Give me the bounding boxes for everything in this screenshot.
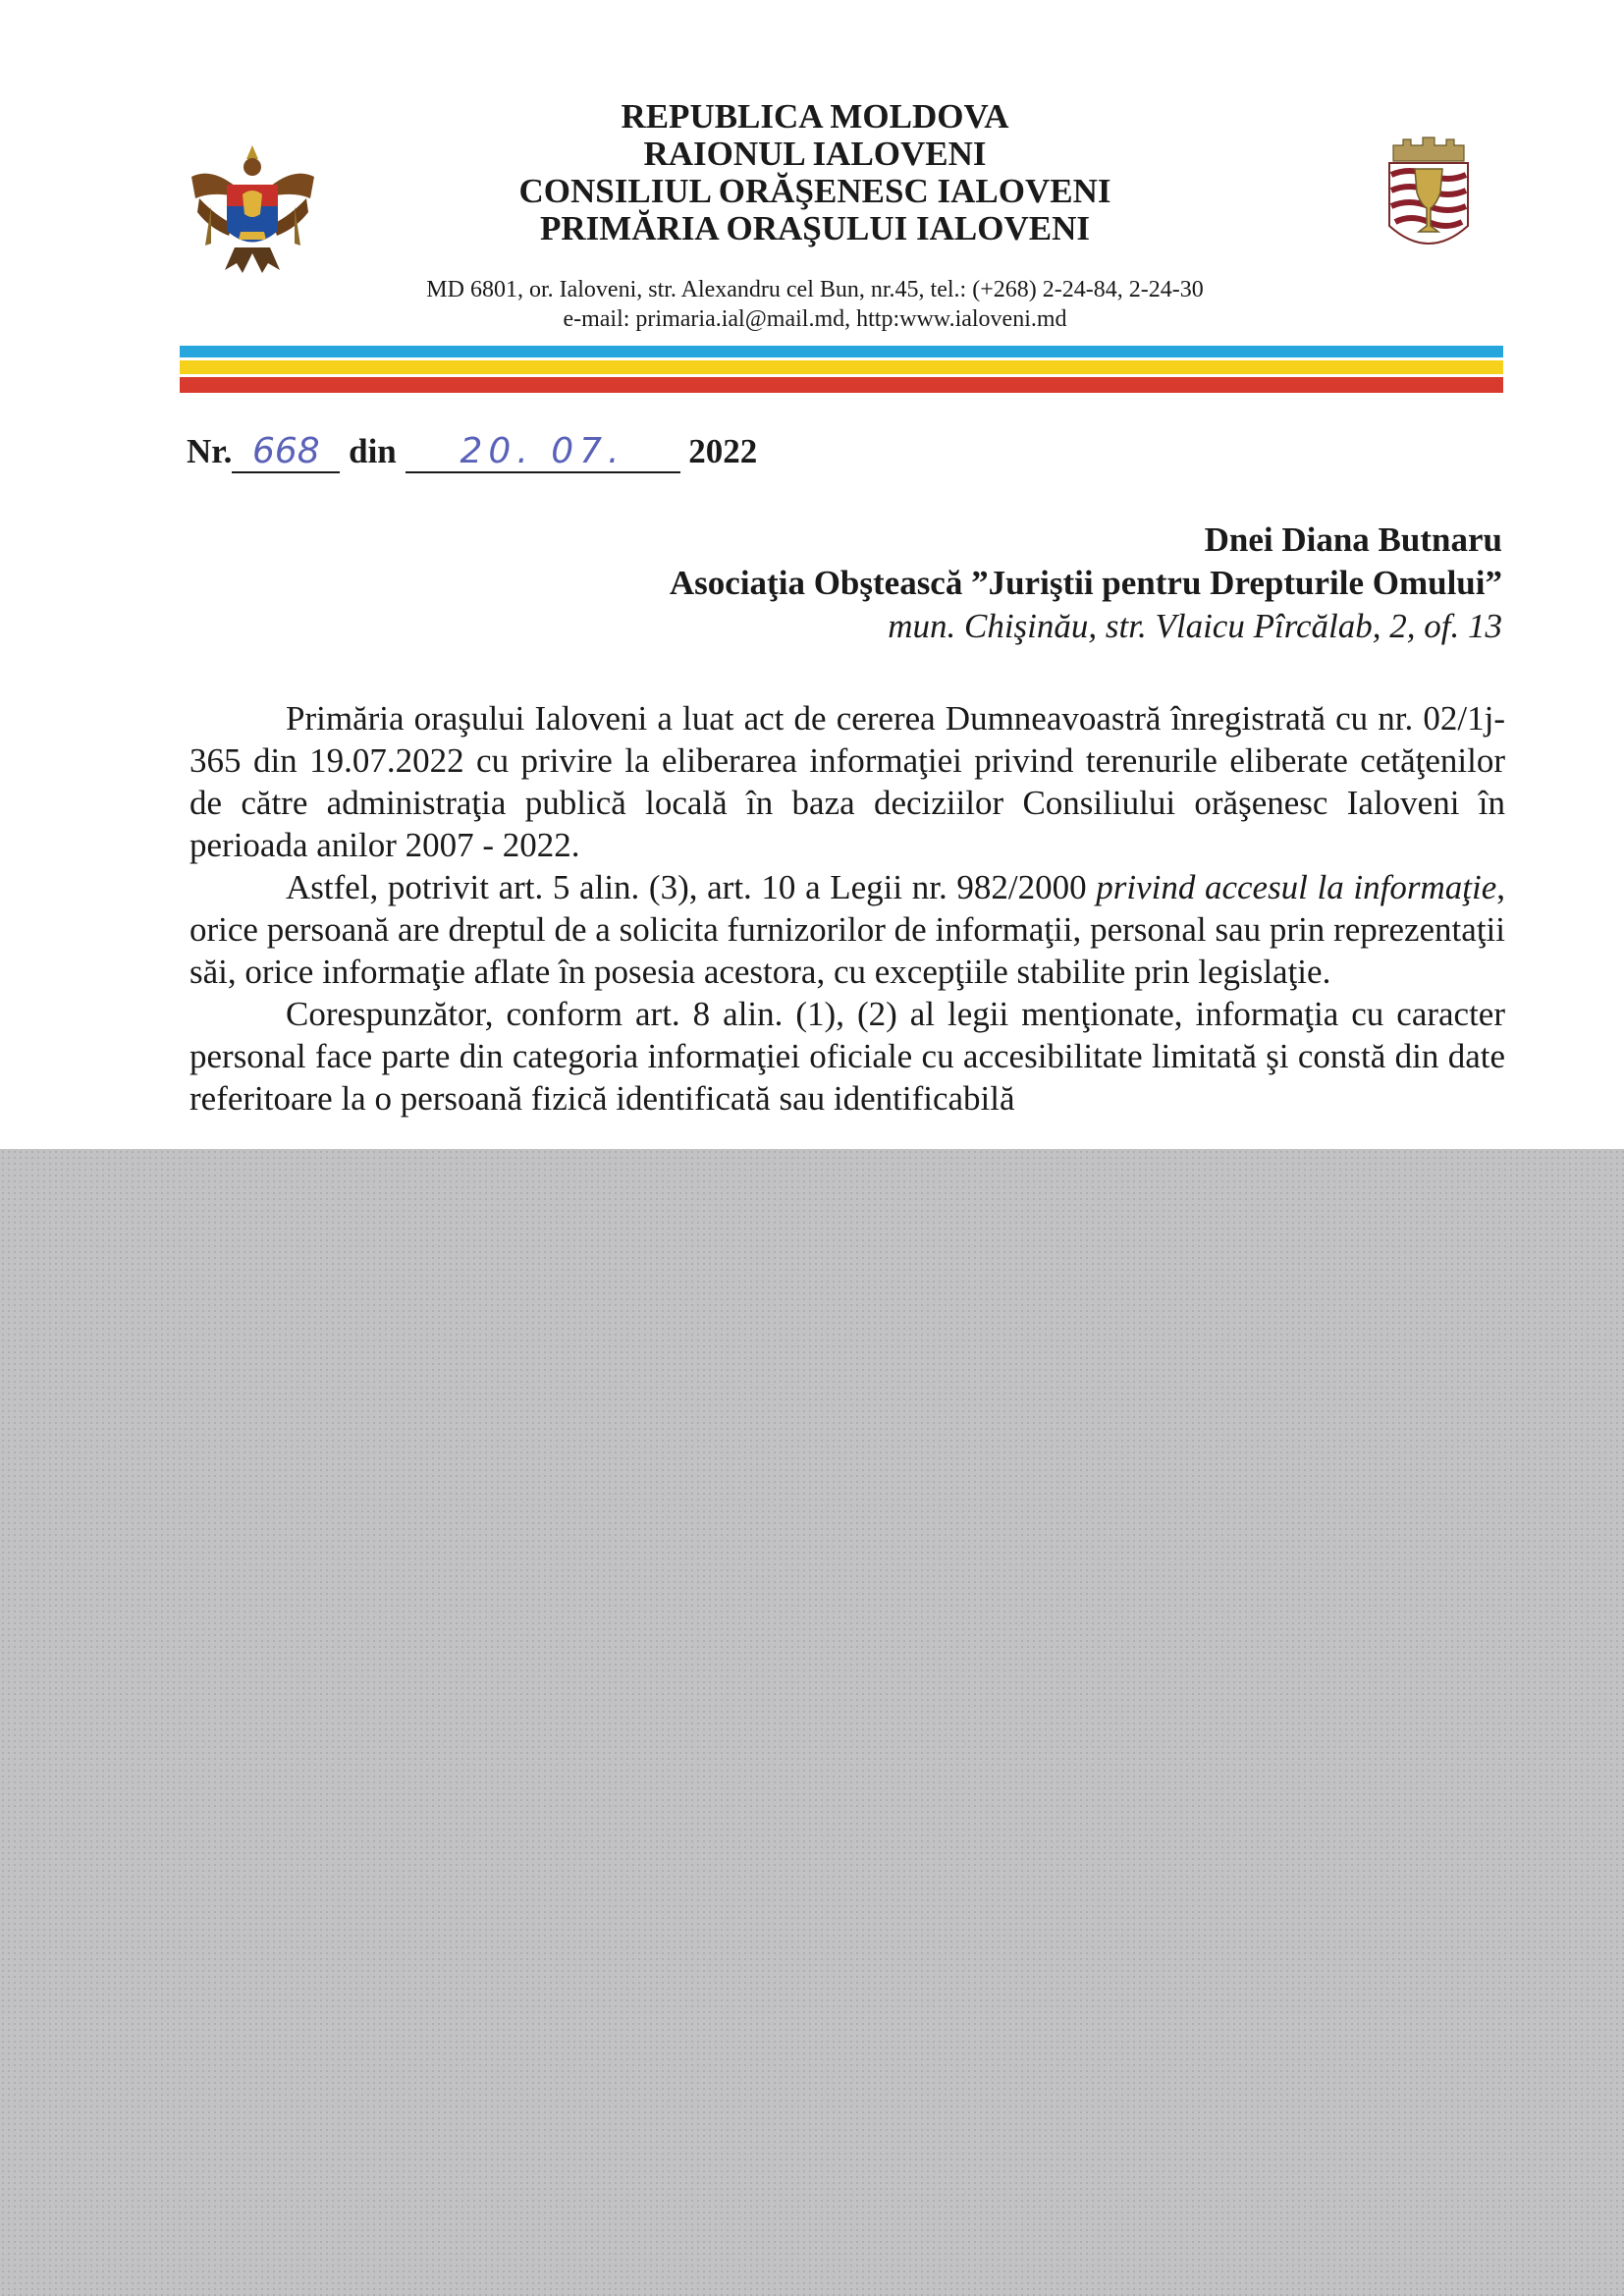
paragraph-2-end: , orice persoană are dreptul de a solicita furnizorilor de informaţii, personal sau prin reprezentaţii săi, orice informaţie aflate în posesia acestora, cu excepţiile stabilite prin legislaţie.	[189, 868, 1505, 991]
band-stripe-red	[180, 377, 1503, 393]
paragraph-2-start: Astfel, potrivit art. 5 alin. (3), art. 10 a Legii nr. 982/2000	[286, 868, 1097, 906]
handwritten-date-field: 20. 07.	[406, 432, 680, 473]
addressee-address: mun. Chişinău, str. Vlaicu Pîrcălab, 2, of. 13	[888, 607, 1502, 645]
mayoralty-title: PRIMĂRIA ORAŞULUI IALOVENI	[539, 209, 1091, 247]
band-stripe-yellow	[180, 360, 1503, 374]
handwritten-nr-field: 668	[232, 432, 340, 473]
ialoveni-coat-of-arms-icon	[1380, 136, 1478, 278]
paragraph-3: Corespunzător, conform art. 8 alin. (1), (2) al legii menţionate, informaţia cu caracter personal face parte din categoria informaţiei oficiale cu accesibilitate limitată şi constă din date referitoare la o persoană fizică identificată sau identificabilă	[189, 995, 1505, 1118]
council-title: CONSILIUL ORĂŞENESC IALOVENI	[518, 172, 1111, 210]
law-title: privind accesul la informaţie	[1096, 868, 1497, 906]
district-title: RAIONUL IALOVENI	[643, 135, 987, 173]
din-label: din	[349, 432, 397, 470]
letterhead-address: MD 6801, or. Ialoveni, str. Alexandru cel Bun, nr.45, tel.: (+268) 2-24-84, 2-24-30	[426, 277, 1204, 302]
letterhead	[324, 98, 1306, 247]
letter-body	[189, 697, 1505, 1120]
letterhead-email-web: e-mail: primaria.ial@mail.md, http:www.ialoveni.md	[563, 306, 1067, 332]
addressee-name: Dnei Diana Butnaru	[1204, 520, 1502, 559]
nr-label: Nr.	[187, 432, 233, 470]
tricolor-band	[180, 346, 1503, 393]
paragraph-1: Primăria oraşului Ialoveni a luat act de cererea Dumneavoastră înregistrată cu nr. 02/1j-365 din 19.07.2022 cu privire la eliberarea informaţiei privind terenurile eliberate cetăţenilor de către administraţia publică locală în baza deciziilor Consiliului orăşenesc Ialoveni în perioada anilor 2007 - 2022.	[189, 699, 1505, 864]
letterhead-contact	[324, 275, 1306, 334]
addressee-block	[670, 519, 1502, 648]
reference-line	[187, 432, 757, 473]
paragraph-2	[189, 866, 1505, 993]
band-stripe-blue	[180, 346, 1503, 357]
year-label: 2022	[688, 432, 758, 470]
redaction-overlay	[0, 1149, 1624, 2296]
moldova-coat-of-arms-icon	[182, 137, 324, 280]
country-title: REPUBLICA MOLDOVA	[621, 97, 1009, 136]
addressee-organization: Asociaţia Obştească ”Juriştii pentru Drepturile Omului”	[669, 564, 1502, 602]
